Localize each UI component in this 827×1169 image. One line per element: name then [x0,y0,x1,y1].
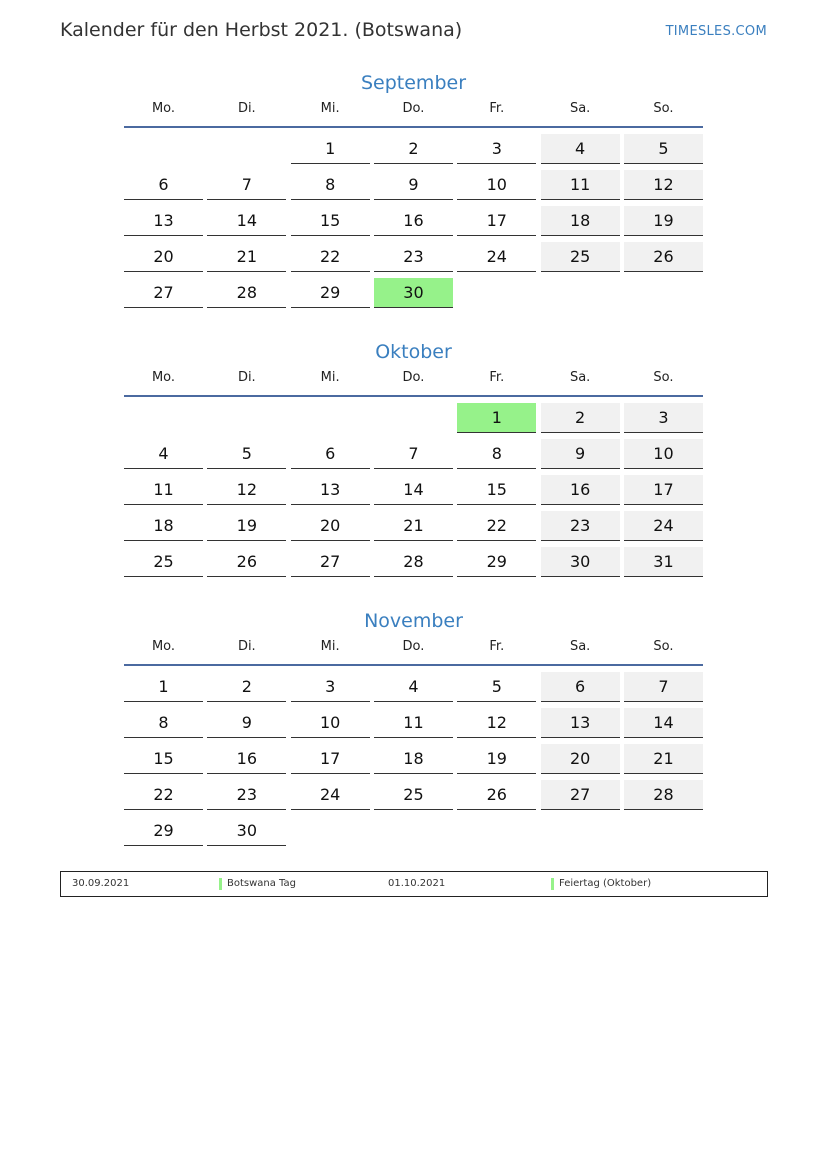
weekday-label: Do. [402,101,425,116]
day-cell: 22 [291,242,370,272]
day-cell: 10 [624,439,703,469]
page-title: Kalender für den Herbst 2021. (Botswana) [60,19,463,41]
weekday-label: So. [653,639,674,654]
weekday-label: Fr. [489,370,505,385]
day-cell: 25 [124,547,203,577]
weekday-header [124,100,703,128]
day-cell: 31 [624,547,703,577]
day-cell: 21 [207,242,286,272]
weekday-label: Mo. [151,639,176,654]
day-cell: 25 [374,780,453,810]
day-cell: 6 [541,672,620,702]
weekday-label: Fr. [489,639,505,654]
month-title: September [360,72,467,94]
day-cell: 23 [541,511,620,541]
legend-color-marker [219,878,222,890]
weekday-label: Fr. [489,101,505,116]
day-cell: 13 [541,708,620,738]
day-cell: 17 [624,475,703,505]
day-cell: 21 [624,744,703,774]
day-cell: 7 [374,439,453,469]
day-cell: 16 [207,744,286,774]
day-cell: 28 [207,278,286,308]
day-cell: 11 [374,708,453,738]
day-cell: 20 [291,511,370,541]
day-cell: 24 [624,511,703,541]
day-cell: 19 [207,511,286,541]
month-title: November [364,610,463,632]
weekday-label: Di. [237,639,256,654]
day-cell: 22 [124,780,203,810]
weekday-header [124,638,703,666]
day-cell: 26 [457,780,536,810]
day-cell: 9 [541,439,620,469]
legend-label: Feiertag (Oktober) [559,878,652,889]
day-cell: 10 [457,170,536,200]
day-cell: 29 [457,547,536,577]
day-cell: 11 [124,475,203,505]
day-cell: 29 [124,816,203,846]
day-cell: 18 [124,511,203,541]
weekday-label: Di. [237,101,256,116]
day-cell: 15 [124,744,203,774]
weekday-label: Mi. [320,101,340,116]
month-title: Oktober [375,341,452,363]
day-cell: 3 [457,134,536,164]
day-cell: 12 [457,708,536,738]
empty-cell [207,403,286,433]
day-cell: 3 [291,672,370,702]
legend-date: 30.09.2021 [72,878,130,889]
day-cell: 27 [124,278,203,308]
day-cell: 14 [624,708,703,738]
day-cell: 13 [291,475,370,505]
day-cell: 5 [207,439,286,469]
weekday-label: Sa. [569,639,591,654]
day-cell: 18 [374,744,453,774]
day-cell: 5 [624,134,703,164]
day-cell: 6 [291,439,370,469]
day-grid [124,672,703,852]
brand-link[interactable]: TIMESLES.COM [665,24,767,39]
day-cell: 7 [624,672,703,702]
day-cell: 14 [374,475,453,505]
empty-cell [124,134,203,164]
empty-cell [291,403,370,433]
day-cell: 26 [207,547,286,577]
empty-cell [207,134,286,164]
day-cell: 26 [624,242,703,272]
holiday-day-cell: 30 [374,278,453,308]
day-cell: 4 [541,134,620,164]
day-cell: 8 [457,439,536,469]
day-cell: 29 [291,278,370,308]
day-cell: 4 [124,439,203,469]
weekday-label: So. [653,101,674,116]
day-cell: 23 [374,242,453,272]
holiday-day-cell: 1 [457,403,536,433]
holiday-legend [60,871,768,897]
day-cell: 18 [541,206,620,236]
weekday-label: Sa. [569,370,591,385]
day-cell: 12 [624,170,703,200]
day-cell: 14 [207,206,286,236]
day-cell: 30 [541,547,620,577]
legend-date: 01.10.2021 [388,878,446,889]
day-cell: 23 [207,780,286,810]
day-cell: 4 [374,672,453,702]
weekday-label: Do. [402,370,425,385]
day-cell: 1 [291,134,370,164]
day-grid [124,134,703,314]
day-cell: 11 [541,170,620,200]
day-cell: 8 [291,170,370,200]
day-cell: 17 [291,744,370,774]
day-cell: 27 [541,780,620,810]
day-cell: 16 [541,475,620,505]
day-cell: 27 [291,547,370,577]
day-cell: 9 [374,170,453,200]
weekday-label: Mo. [151,370,176,385]
weekday-label: So. [653,370,674,385]
day-cell: 2 [541,403,620,433]
weekday-label: Di. [237,370,256,385]
day-cell: 28 [374,547,453,577]
day-cell: 21 [374,511,453,541]
day-cell: 20 [541,744,620,774]
legend-label: Botswana Tag [227,878,296,889]
day-cell: 16 [374,206,453,236]
day-cell: 24 [291,780,370,810]
day-cell: 28 [624,780,703,810]
month-oktober [124,339,703,583]
day-cell: 19 [624,206,703,236]
weekday-label: Mi. [320,639,340,654]
weekday-header [124,369,703,397]
day-cell: 15 [457,475,536,505]
day-cell: 2 [207,672,286,702]
day-cell: 2 [374,134,453,164]
day-cell: 13 [124,206,203,236]
day-cell: 1 [124,672,203,702]
day-cell: 12 [207,475,286,505]
day-cell: 7 [207,170,286,200]
weekday-label: Mi. [320,370,340,385]
legend-color-marker [551,878,554,890]
day-cell: 20 [124,242,203,272]
day-cell: 19 [457,744,536,774]
empty-cell [124,403,203,433]
day-cell: 3 [624,403,703,433]
weekday-label: Do. [402,639,425,654]
day-cell: 6 [124,170,203,200]
empty-cell [374,403,453,433]
month-september [124,70,703,314]
day-cell: 22 [457,511,536,541]
day-cell: 5 [457,672,536,702]
month-november [124,608,703,852]
day-cell: 15 [291,206,370,236]
day-cell: 25 [541,242,620,272]
day-grid [124,403,703,583]
day-cell: 30 [207,816,286,846]
day-cell: 9 [207,708,286,738]
weekday-label: Mo. [151,101,176,116]
day-cell: 10 [291,708,370,738]
weekday-label: Sa. [569,101,591,116]
day-cell: 8 [124,708,203,738]
day-cell: 24 [457,242,536,272]
day-cell: 17 [457,206,536,236]
